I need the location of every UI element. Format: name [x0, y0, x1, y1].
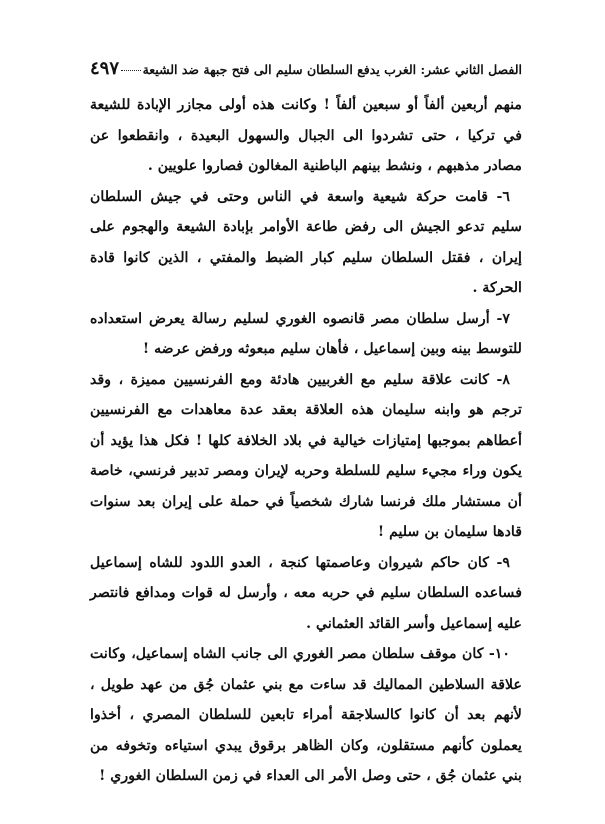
running-header: [90, 58, 522, 82]
paragraph-item-6: ٦- قامت حركة شيعية واسعة في الناس وحتى في جيش السلطان سليم تدعو الجيش الى رفض طاعة الأوامر بإبادة الشيعة والهجوم على إيران ، فقتل السلطان سليم كبار الضبط والمفتي ، الذين كانوا قادة الحركة .: [90, 188, 522, 296]
paragraph-intro: منهم أربعين ألفاً أو سبعين ألفاً ! وكانت هذه أولى مجازر الإبادة للشيعة في تركيا ، حتى تشردوا الى الجبال والسهول البعيدة ، وانقطعوا عن مصادر مذهبهم ، ونشط بينهم الباطنية المغالون فصاروا علويين .: [90, 97, 522, 174]
paragraph-item-7: ٧- أرسل سلطان مصر قانصوه الغوري لسليم رسالة يعرض استعداده للتوسط بينه وبين إسماعيل ، فأهان سليم مبعوثه ورفض عرضه !: [90, 310, 522, 357]
paragraph-item-10: ١٠- كان موقف سلطان مصر الغوري الى جانب الشاه إسماعيل، وكانت علاقة السلاطين المماليك قد ساءت مع بني عثمان جُق من عهد طويل ، لأنهم بعد أن كانوا كالسلاجقة أمراء تابعين للسلطان المصري ، أخذوا يعملون كأنهم مستقلون، وكان الظاهر برقوق يبدي استياءه وتخوفه من بني عثمان جُق ، حتى وصل الأمر الى العداء في زمن السلطان الغوري !: [90, 646, 522, 784]
chapter-title: الفصل الثاني عشر: الغرب يدفع السلطان سليم الى فتح جبهة ضد الشيعة: [142, 62, 522, 77]
paragraph-item-8: ٨- كانت علاقة سليم مع الغربيين هادئة ومع الفرنسيين مميزة ، وقد ترجم هو وابنه سليمان هذه العلاقة بعقد عدة معاهدات مع الفرنسيين أعطاهم بموجبها إمتيازات خيالية في بلاد الخلافة كلها ! فكل هذا يؤيد أن يكون وراء مجيء سليم للسلطة وحربه لإيران ومصر تدبير فرنسي، خاصة أن مستشار ملك فرنسا شارك شخصياً في حملة على إيران بعد سنوات قادها سليمان بن سليم !: [90, 371, 522, 540]
page-number: ٤٩٧: [90, 58, 120, 79]
page-body: [90, 90, 522, 792]
paragraph-item-9: ٩- كان حاكم شيروان وعاصمتها كنجة ، العدو اللدود للشاه إسماعيل فساعده السلطان سليم في حربه معه ، وأرسل له قوات ومدافع فانتصر عليه إسماعيل وأسر القائد العثماني .: [90, 554, 522, 632]
leader-dots: [121, 60, 141, 71]
